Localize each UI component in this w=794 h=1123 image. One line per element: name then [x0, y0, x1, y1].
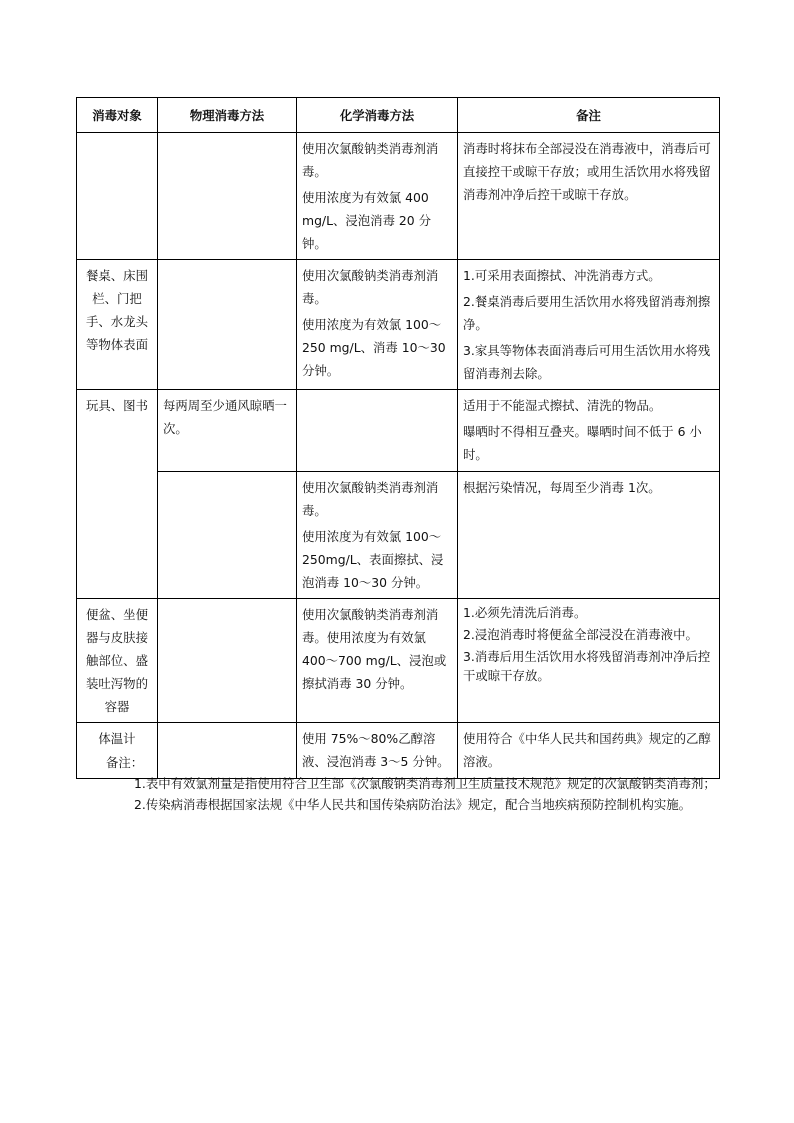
row4-physical	[158, 472, 297, 599]
row2-remark: 1.可采用表面擦拭、冲洗消毒方式。 2.餐桌消毒后要用生活饮用水将残留消毒剂擦净。 3.家具等物体表面消毒后可用生活饮用水将残留消毒剂去除。	[458, 260, 720, 390]
row3-remark: 适用于不能湿式擦拭、清洗的物品。 曝晒时不得相互叠夹。曝晒时间不低于 6 小时。	[458, 390, 720, 472]
footnote-item: 2.传染病消毒根据国家法规《中华人民共和国传染病防治法》规定，配合当地疾病预防控制机构实施。	[134, 797, 692, 812]
row6-chemical: 使用 75%～80%乙醇溶液、浸泡消毒 3～5 分钟。	[297, 723, 458, 779]
row4-remark: 根据污染情况，每周至少消毒 1次。	[458, 472, 720, 599]
table-row	[77, 599, 720, 723]
header-chemical: 化学消毒方法	[297, 98, 458, 133]
footnote-item: 1.表中有效氯剂量是指使用符合卫生部《次氯酸钠类消毒剂卫生质量技术规范》规定的次氯酸钠类消毒剂；	[134, 776, 716, 791]
row5-object: 便盆、坐便器与皮肤接触部位、盛装吐泻物的容器	[77, 599, 158, 723]
row2-physical	[158, 260, 297, 390]
row5-remark: 1.必须先清洗后消毒。 2.浸泡消毒时将便盆全部浸没在消毒液中。 3.消毒后用生活饮用水将残留消毒剂冲净后控干或晾干存放。	[458, 599, 720, 723]
row2-chemical: 使用次氯酸钠类消毒剂消毒。 使用浓度为有效氯 100～250 mg/L、消毒 10～30 分钟。	[297, 260, 458, 390]
row1-remark: 消毒时将抹布全部浸没在消毒液中，消毒后可直接控干或晾干存放；或用生活饮用水将残留消毒剂冲净后控干或晾干存放。	[458, 133, 720, 260]
row6-remark: 使用符合《中华人民共和国药典》规定的乙醇溶液。	[458, 723, 720, 779]
header-physical: 物理消毒方法	[158, 98, 297, 133]
table-row	[77, 133, 720, 260]
row4-chemical: 使用次氯酸钠类消毒剂消毒。 使用浓度为有效氯 100～250mg/L、表面擦拭、浸泡消毒 10～30 分钟。	[297, 472, 458, 599]
footnotes-title: 备注：	[106, 755, 144, 770]
row1-object	[77, 133, 158, 260]
row2-object: 餐桌、床围栏、门把手、水龙头等物体表面	[77, 260, 158, 390]
row3-chemical	[297, 390, 458, 472]
header-object: 消毒对象	[77, 98, 158, 133]
disinfection-table	[76, 97, 720, 779]
row3-object: 玩具、图书	[77, 390, 158, 599]
table-row	[77, 260, 720, 390]
table-row	[77, 472, 720, 599]
row1-physical	[158, 133, 297, 260]
table-header-row	[77, 98, 720, 133]
header-remark: 备注	[458, 98, 720, 133]
row1-chemical: 使用次氯酸钠类消毒剂消毒。 使用浓度为有效氯 400 mg/L、浸泡消毒 20 分钟。	[297, 133, 458, 260]
footnotes	[76, 752, 726, 815]
row3-physical: 每两周至少通风晾晒一次。	[158, 390, 297, 472]
row5-chemical: 使用次氯酸钠类消毒剂消毒。使用浓度为有效氯 400～700 mg/L、浸泡或擦拭消毒 30 分钟。	[297, 599, 458, 723]
row5-physical	[158, 599, 297, 723]
row6-object: 体温计	[77, 723, 158, 779]
table-row	[77, 390, 720, 472]
